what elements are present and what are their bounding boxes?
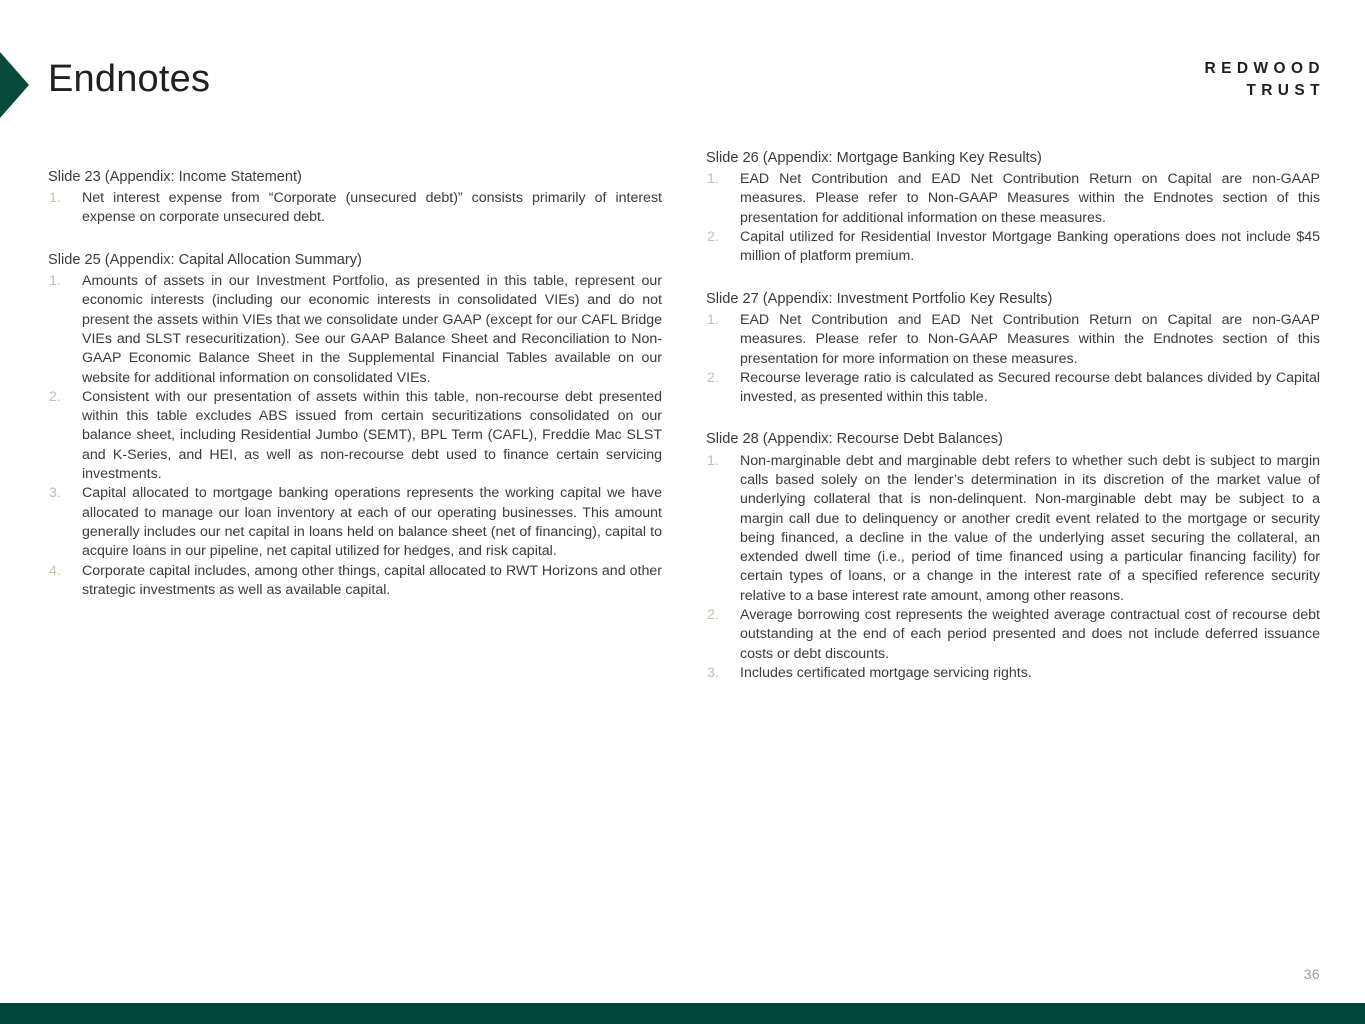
endnote-item-number: 1. — [707, 452, 719, 469]
endnote-group-heading: Slide 27 (Appendix: Investment Portfolio Key Results) — [706, 290, 1053, 307]
endnote-item-text: Capital allocated to mortgage banking operations represents the working capital we have allocated to manage our loan inventory at each of our operating businesses. This amount generally includes our net capital in loans held on balance sheet (net of financing), capital to acquire loans in our pipeline, net capital utilized for hedges, and risk capital. — [82, 485, 662, 560]
endnote-list — [706, 452, 1320, 684]
endnote-list — [706, 311, 1320, 408]
endnote-item-number: 2. — [707, 229, 719, 246]
endnote-item-number: 1. — [49, 190, 61, 207]
endnote-item-number: 2. — [49, 388, 61, 405]
endnote-item-text: Net interest expense from “Corporate (unsecured debt)” consists primarily of interest expense on corporate unsecured debt. — [82, 190, 662, 226]
endnote-group — [706, 429, 1320, 683]
endnote-group-heading: Slide 26 (Appendix: Mortgage Banking Key Results) — [706, 150, 1042, 166]
endnote-list — [48, 189, 662, 228]
endnote-list — [48, 272, 662, 600]
endnote-item-number: 2. — [707, 607, 719, 624]
endnote-group — [706, 289, 1320, 408]
endnote-item-text: Average borrowing cost represents the weighted average contractual cost of recourse debt outstanding at the end of each period presented and does not include deferred issuance costs or debt discounts. — [740, 607, 1320, 662]
endnote-group — [48, 250, 662, 600]
endnote-group — [706, 148, 1320, 267]
endnote-item-text: Capital utilized for Residential Investor Mortgage Banking operations does not include $45 million of platform premium. — [740, 229, 1320, 265]
endnote-item-text: Amounts of assets in our Investment Portfolio, as presented in this table, represent our economic interests (including our economic interests in consolidated VIEs) and do not present the assets within VIEs that we consolidate under GAAP (except for our CAFL Bridge VIEs and SLST resecuritization). See our GAAP Balance Sheet and Reconciliation to Non-GAAP Economic Balance Sheet in the Supplemental Financial Tables available on our website for additional information on consolidated VIEs. — [82, 272, 662, 386]
logo-text-redwood: REDWOOD — [1204, 60, 1325, 77]
endnote-item-number: 1. — [707, 171, 719, 188]
endnote-item-text: Includes certificated mortgage servicing rights. — [740, 665, 1032, 682]
page-number: 36 — [1303, 966, 1320, 982]
endnote-item — [48, 388, 662, 485]
endnote-item — [706, 311, 1320, 369]
endnote-item-text: Non-marginable debt and marginable debt refers to whether such debt is subject to margin calls based solely on the lender’s determination in its discretion of the market value of underlying collateral that is non-delinquent. Non-marginable debt may be subject to a margin call due to delinquency or another credit event related to the mortgage or security being financed, a decline in the value of the underlying asset securing the collateral, an extended dwell time (i.e., period of time financed using a particular financing facility) for certain types of loans, or a change in the interest rate of a specified reference security relative to a base interest rate amount, among other reasons. — [740, 452, 1320, 604]
redwood-trust-logo — [1204, 58, 1325, 103]
endnote-item — [706, 452, 1320, 607]
endnote-list — [706, 170, 1320, 267]
endnote-item — [48, 272, 662, 388]
endnote-item-text: EAD Net Contribution and EAD Net Contribution Return on Capital are non-GAAP measures. Please refer to Non-GAAP Measures within the Endnotes section of this presentation for additional information on these measures. — [740, 171, 1320, 226]
endnote-group-heading: Slide 23 (Appendix: Income Statement) — [48, 169, 302, 185]
endnote-item-number: 3. — [49, 485, 61, 502]
endnotes-right-column — [706, 148, 1320, 683]
endnote-group — [48, 167, 662, 228]
logo-text-trust: TRUST — [1246, 82, 1325, 100]
endnote-item-text: Consistent with our presentation of assets within this table, non-recourse debt presented within this table excludes ABS issued from certain securitizations consolidated on our balance sheet, including Residential Jumbo (SEMT), BPL Term (CAFL), Freddie Mac SLST and K-Series, and HEI, as well as non-recourse debt used to finance certain servicing investments. — [82, 388, 662, 483]
endnote-item — [706, 664, 1320, 683]
endnote-item — [48, 189, 662, 228]
endnote-item-number: 4. — [49, 562, 61, 579]
endnote-item — [48, 562, 662, 601]
endnote-item-number: 1. — [49, 272, 61, 289]
endnote-item-text: Corporate capital includes, among other things, capital allocated to RWT Horizons and other strategic investments as well as available capital. — [82, 562, 662, 598]
endnote-item — [706, 606, 1320, 664]
footer-accent-bar — [0, 1003, 1365, 1024]
endnote-item-text: EAD Net Contribution and EAD Net Contribution Return on Capital are non-GAAP measures. Please refer to Non-GAAP Measures within the Endnotes section of this presentation for more information on these measures. — [740, 311, 1320, 367]
endnote-item — [706, 170, 1320, 228]
endnote-group-heading: Slide 28 (Appendix: Recourse Debt Balances) — [706, 431, 1003, 448]
title-triangle-marker-icon — [0, 52, 29, 118]
endnote-item-number: 1. — [707, 311, 719, 328]
endnote-group-heading: Slide 25 (Appendix: Capital Allocation Summary) — [48, 251, 362, 268]
endnote-item — [706, 369, 1320, 408]
endnote-item-number: 2. — [707, 369, 719, 386]
endnote-item — [706, 228, 1320, 267]
endnote-item-number: 3. — [707, 665, 719, 682]
endnotes-left-column — [48, 167, 662, 600]
endnote-item — [48, 484, 662, 561]
endnote-item-text: Recourse leverage ratio is calculated as Secured recourse debt balances divided by Capital invested, as presented within this table. — [740, 369, 1320, 406]
page-title: Endnotes — [48, 58, 211, 100]
